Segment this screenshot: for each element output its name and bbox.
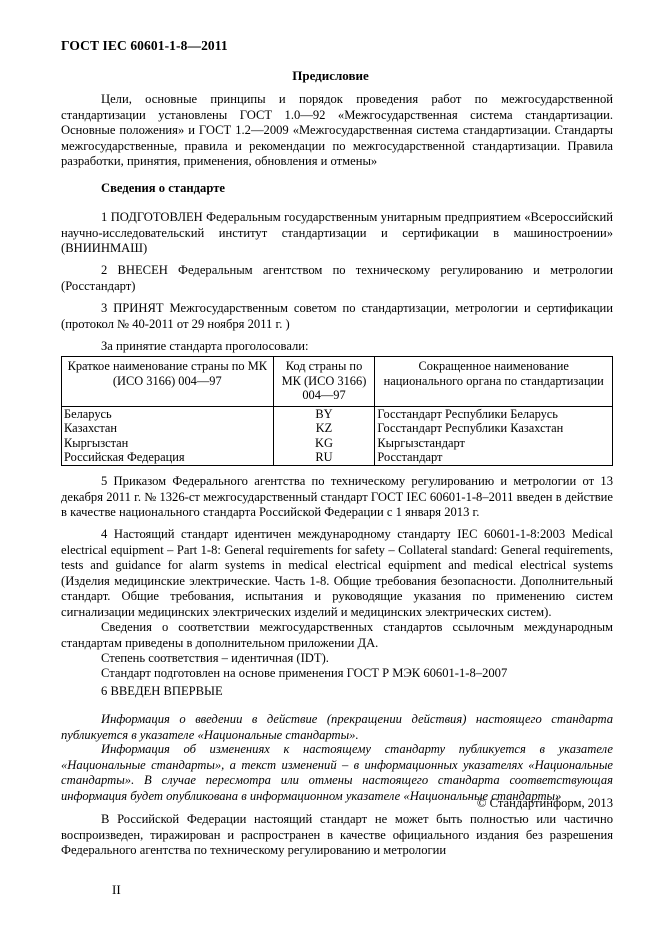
country-name-cell: Казахстан bbox=[62, 421, 274, 436]
table-row bbox=[62, 406, 613, 421]
document-id-header: ГОСТ IEC 60601-1-8—2011 bbox=[61, 38, 228, 53]
item-degree: Степень соответствия – идентичная (IDT). bbox=[101, 651, 329, 665]
country-name-cell: Кыргызстан bbox=[62, 436, 274, 451]
table-row bbox=[62, 436, 613, 451]
item-introduced-first: 6 ВВЕДЕН ВПЕРВЫЕ bbox=[101, 684, 223, 698]
country-code-cell: BY bbox=[273, 406, 375, 421]
country-name-cell: Российская Федерация bbox=[62, 450, 274, 465]
item-basis: Стандарт подготовлен на основе применения ГОСТ Р МЭК 60601-1-8–2007 bbox=[101, 666, 508, 680]
country-name-cell: Беларусь bbox=[62, 406, 274, 421]
notice-enactment: Информация о введении в действие (прекращении действия) настоящего стандарта публикуется в указателе «Национальные стандарты». bbox=[61, 712, 613, 742]
col-national-body-header: Сокращенное наименование национального органа по стандартизации bbox=[375, 357, 613, 407]
col-country-name-header: Краткое наименование страны по МК (ИСО 3166) 004—97 bbox=[62, 357, 274, 407]
national-body-cell: Госстандарт Республики Беларусь bbox=[375, 406, 613, 421]
item-enacted: 5 Приказом Федерального агентства по техническому регулированию и метрологии от 13 декабря 2011 г. № 1326-ст межгосударственный стандарт ГОСТ IEC 60601-1-8–2011 введен в действие в качестве национального стандарта Российской Федерации с 1 января 2013 г. bbox=[61, 474, 613, 519]
table-row bbox=[62, 421, 613, 436]
country-code-cell: RU bbox=[273, 450, 375, 465]
item-submitted: 2 ВНЕСЕН Федеральным агентством по техническому регулированию и метрологии (Росстандарт) bbox=[61, 263, 613, 293]
col-country-code-header: Код страны по МК (ИСО 3166) 004—97 bbox=[273, 357, 375, 407]
table-row bbox=[62, 450, 613, 465]
foreword-title: Предисловие bbox=[292, 68, 369, 83]
item-identical: 4 Настоящий стандарт идентичен международному стандарту IEC 60601-1-8:2003 Medical electrical equipment – Part 1-8: General requirements for safety – Collateral standard: General requirements, tests and guidance for alarm systems in medical electrical equipment and medical electrical systems (Изделия медицинские электрические. Часть 1-8. Общие требования безопасности. Дополнительный стандарт. Общие требования, испытания и руководящие указания по применению систем сигнализации медицинских электрических изделий и медицинских электрических систем). bbox=[61, 527, 613, 619]
item-adopted: 3 ПРИНЯТ Межгосударственным советом по стандартизации, метрологии и сертификации (протокол № 40-2011 от 29 ноября 2011 г. ) bbox=[61, 301, 613, 331]
page-number: II bbox=[112, 882, 121, 897]
foreword-intro: Цели, основные принципы и порядок проведения работ по межгосударственной стандартизации установлены ГОСТ 1.0—92 «Межгосударственная система стандартизации. Основные положения» и ГОСТ 1.2—2009 «Межгосударственная система стандартизации. Стандарты межгосударственные, правила и рекомендации по межгосударственной стандартизации. Правила разработки, принятия, применения, обновления и отмены» bbox=[61, 92, 613, 168]
standard-info-heading: Сведения о стандарте bbox=[101, 181, 225, 195]
voting-countries-table bbox=[61, 356, 613, 466]
country-code-cell: KZ bbox=[273, 421, 375, 436]
national-body-cell: Кыргызстандарт bbox=[375, 436, 613, 451]
reproduction-rights: В Российской Федерации настоящий стандарт не может быть полностью или частично воспроизведен, тиражирован и распространен в качестве официального издания без разрешения Федерального агентства по техническому регулированию и метрологии bbox=[61, 812, 613, 857]
national-body-cell: Госстандарт Республики Казахстан bbox=[375, 421, 613, 436]
national-body-cell: Росстандарт bbox=[375, 450, 613, 465]
item-prepared: 1 ПОДГОТОВЛЕН Федеральным государственным унитарным предприятием «Всероссийский научно-исследовательский институт стандартизации и сертификации в машиностроении» (ВНИИНМАШ) bbox=[61, 210, 613, 255]
vote-intro: За принятие стандарта проголосовали: bbox=[101, 339, 309, 353]
item-refs-note: Сведения о соответствии межгосударственных стандартов ссылочным международным стандартам приведены в дополнительном приложении ДА. bbox=[61, 620, 613, 650]
table-header-row bbox=[62, 357, 613, 407]
copyright-line: © Стандартинформ, 2013 bbox=[476, 796, 613, 810]
notice-changes: Информация об изменениях к настоящему стандарту публикуется в указателе «Национальные стандарты», а текст изменений – в информационных указателях «Национальные стандарты». В случае пересмотра или отмены настоящего стандарта соответствующая информация будет опубликована в информационном указателе «Национальные стандарты» bbox=[61, 742, 613, 803]
country-code-cell: KG bbox=[273, 436, 375, 451]
